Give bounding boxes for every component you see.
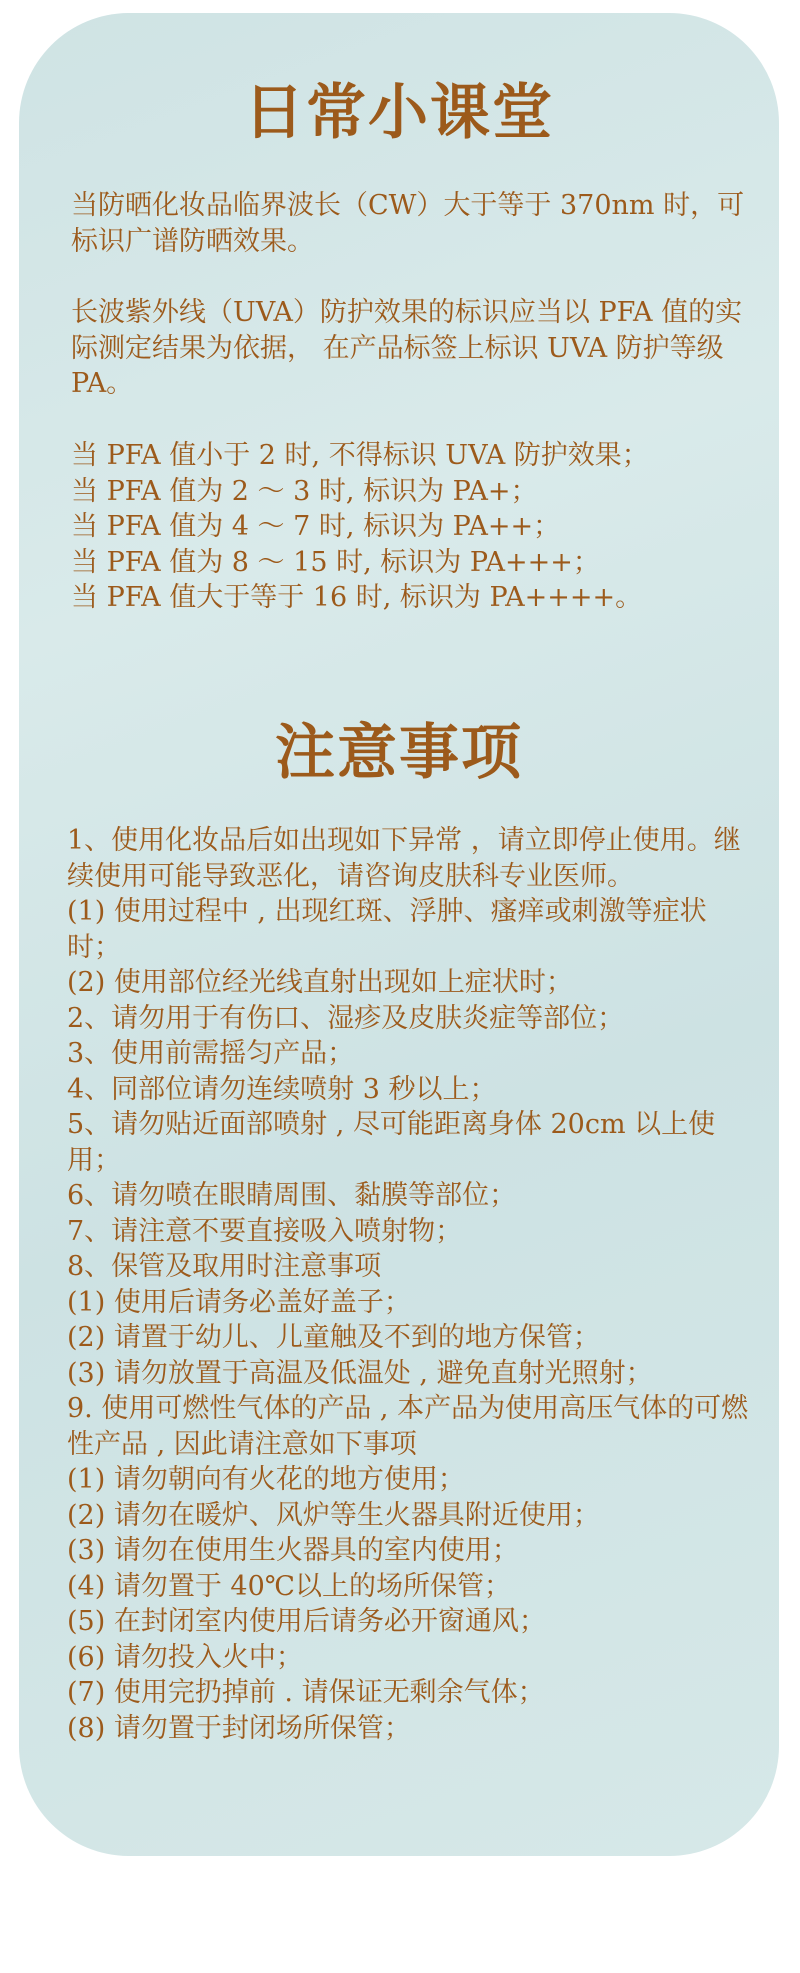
notes-item: 9. 使用可燃性气体的产品 , 本产品为使用高压气体的可燃性产品 , 因此请注意如下事项 [67,1393,749,1460]
pa-rule: 当 PFA 值为 8 ～ 15 时, 标识为 PA+++； [71,546,600,578]
pa-rule: 当 PFA 值小于 2 时, 不得标识 UVA 防护效果； [71,440,649,471]
notes-item: (8) 请勿置于封闭场所保管； [67,1712,411,1744]
class-section-title: 日常小课堂 [244,78,554,148]
notes-item: 8、保管及取用时注意事项 [67,1251,382,1282]
notes-item: (3) 请勿放置于高温及低温处 , 避免直射光照射； [67,1357,653,1389]
notes-item: (2) 请置于幼儿、儿童触及不到的地方保管； [67,1322,600,1353]
notes-item: (1) 使用后请务必盖好盖子； [67,1286,411,1318]
notes-item: (3) 请勿在使用生火器具的室内使用； [67,1535,519,1566]
notes-list [67,823,757,1746]
pa-rules-list [71,438,761,616]
pa-rule: 当 PFA 值为 2 ～ 3 时, 标识为 PA+； [71,475,538,507]
notes-item: (6) 请勿投入火中； [67,1641,303,1673]
notes-item: (2) 请勿在暖炉、风炉等生火器具附近使用； [67,1499,600,1531]
uva-text: 长波紫外线（UVA）防护效果的标识应当以 PFA 值的实际测定结果为依据， 在产品标签上标识 UVA 防护等级 PA。 [71,297,743,399]
broad-spectrum-paragraph [71,188,761,259]
notes-item: 3、使用前需摇匀产品； [67,1038,355,1069]
pa-rule: 当 PFA 值为 4 ～ 7 时, 标识为 PA++； [71,511,561,542]
uva-paragraph [71,295,761,402]
notes-item: 2、请勿用于有伤口、湿疹及皮肤炎症等部位； [67,1002,625,1034]
pa-rule: 当 PFA 值大于等于 16 时, 标识为 PA++++。 [71,582,643,613]
notes-item: (1) 使用过程中 , 出现红斑、浮肿、瘙痒或刺激等症状时； [67,896,707,963]
notes-item: (4) 请勿置于 40℃以上的场所保管； [67,1570,511,1602]
notes-item: (1) 请勿朝向有火花的地方使用； [67,1464,465,1495]
notes-section-title: 注意事项 [275,718,523,788]
notes-item: 1、使用化妆品后如出现如下异常 ，请立即停止使用。继续使用可能导致恶化，请咨询皮肤科专业医师。 [67,825,741,892]
notes-item: 5、请勿贴近面部喷射 , 尽可能距离身体 20cm 以上使用； [67,1109,716,1176]
notes-item: 6、请勿喷在眼睛周围、黏膜等部位； [67,1180,517,1211]
notes-item: 7、请注意不要直接吸入喷射物； [67,1215,463,1247]
notes-item: (5) 在封闭室内使用后请务必开窗通风； [67,1606,546,1637]
notes-item: 4、同部位请勿连续喷射 3 秒以上； [67,1073,497,1105]
notes-item: (7) 使用完扔掉前 . 请保证无剩余气体； [67,1677,545,1708]
info-card [19,13,779,1856]
notes-item: (2) 使用部位经光线直射出现如上症状时； [67,967,573,998]
broad-spectrum-text: 当防晒化妆品临界波长（CW）大于等于 370nm 时，可标识广谱防晒效果。 [71,190,745,257]
